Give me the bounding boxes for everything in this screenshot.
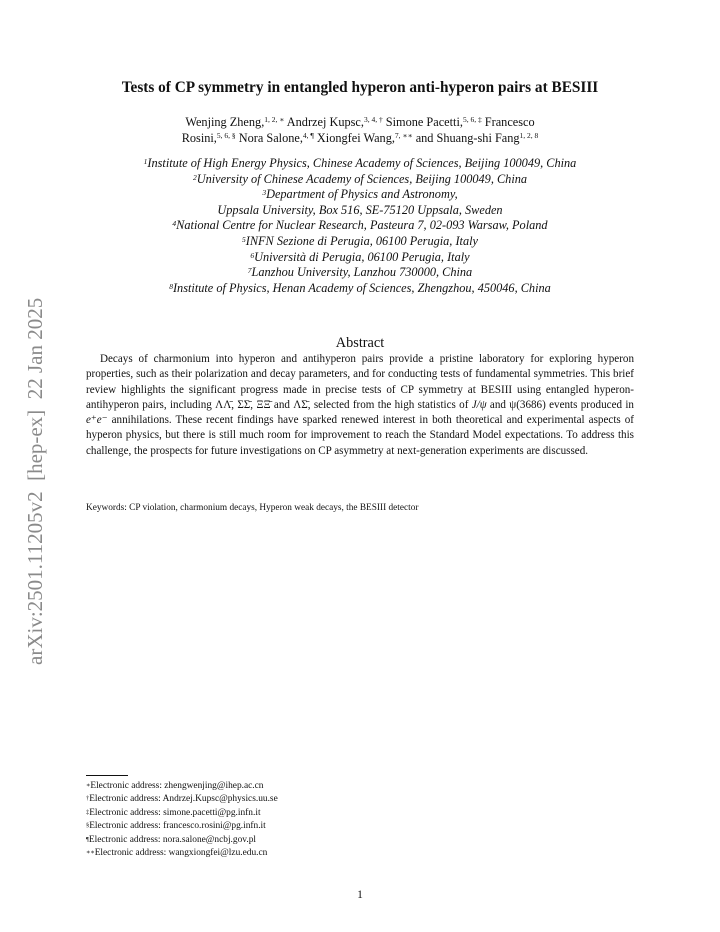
affiliation-mark: 5	[242, 234, 246, 244]
affiliation-mark: 3	[262, 188, 267, 198]
affiliation-line	[0, 218, 720, 234]
author-name: Rosini,	[181, 131, 217, 145]
abstract-text: annihilations. These recent findings have sparked renewed interest in both theoretical and experimental aspects of hyperon physics, but there is still much room for improvement to reach the Standard Model expectations. To address this challenge, the prospects for future investigations on CP asymmetry at next-generation experiments are discussed.	[86, 414, 634, 457]
arxiv-identifier-stamp	[12, 250, 56, 670]
affiliation-text: Institute of High Energy Physics, Chinese Academy of Sciences, Beijing 100049, China	[147, 156, 577, 170]
affiliation-line	[0, 250, 720, 266]
affiliation-mark: 6	[250, 250, 255, 260]
arxiv-stamp-svg	[12, 250, 56, 670]
affiliation-line	[0, 156, 720, 172]
abstract-heading: Abstract	[335, 335, 385, 351]
footnote-text: Electronic address: Andrzej.Kupsc@physics.uu.se	[89, 794, 278, 805]
author-affiliation-mark: 5, 6, §	[216, 131, 236, 140]
affiliation-text: INFN Sezione di Perugia, 06100 Perugia, Italy	[245, 233, 478, 248]
affiliation-mark: 4	[172, 219, 177, 229]
keywords-line: Keywords: CP violation, charmonium decays, Hyperon weak decays, the BESIII detector	[86, 503, 419, 513]
affiliation-text: Uppsala University, Box 516, SE-75120 Uppsala, Sweden	[217, 202, 503, 217]
author-name: Andrzej Kupsc,	[284, 115, 364, 129]
author-name: Simone Pacetti,	[382, 115, 463, 129]
abstract-text: events produced in	[545, 398, 634, 411]
footnote-text: Electronic address: simone.pacetti@pg.infn.it	[89, 807, 261, 818]
jpsi-symbol: J/ψ	[471, 398, 487, 411]
author-affiliation-mark: 1, 2, 8	[519, 131, 539, 140]
footnote-text: Electronic address: wangxiongfei@lzu.edu.cn	[94, 848, 268, 859]
footnote	[86, 793, 634, 806]
footnote-mark: §	[86, 822, 90, 830]
footnote-mark: ∗∗	[86, 849, 95, 857]
affiliation-mark: 7	[247, 266, 252, 276]
footnote	[86, 780, 634, 793]
affiliation-line	[0, 265, 720, 281]
author-affiliation-mark: 5, 6, ‡	[462, 115, 482, 124]
affiliation-text: Department of Physics and Astronomy,	[266, 187, 458, 202]
affiliation-text: Institute of Physics, Henan Academy of Sciences, Zhengzhou, 450046, China	[172, 280, 551, 295]
footnote	[86, 807, 634, 820]
arxiv-id-text: arXiv:2501.11205v2 [hep-ex] 22 Jan 2025	[23, 297, 47, 665]
author-affiliation-mark: 3, 4, †	[363, 115, 383, 124]
footnote-list	[86, 780, 634, 860]
author-name: Francesco	[481, 115, 535, 129]
author-name: Xiongfei Wang,	[313, 131, 395, 145]
footnote	[86, 834, 634, 847]
electron-positron-symbol: e⁺e⁻	[86, 414, 108, 427]
psi3686-symbol: ψ(3686)	[509, 398, 546, 411]
footnote-text: Electronic address: zhengwenjing@ihep.ac.cn	[90, 781, 264, 791]
affiliation-text: University of Chinese Academy of Sciences, Beijing 100049, China	[196, 171, 528, 186]
hyperon-pairs: ΛΛ̄, ΣΣ̄, ΞΞ̄ and ΛΣ̄	[215, 398, 308, 411]
affiliation-line	[0, 187, 720, 203]
author-affiliation-mark: 7, ∗∗	[394, 131, 413, 140]
author-affiliation-mark: 1, 2, ∗	[264, 115, 285, 124]
footnote-mark: ‡	[86, 808, 90, 816]
affiliation-mark: 1	[143, 157, 148, 166]
author-list	[0, 114, 720, 146]
footnote-mark: ∗	[86, 782, 91, 789]
abstract-text: and	[486, 398, 510, 411]
affiliation-line	[0, 234, 720, 250]
author-name: Wenjing Zheng,	[185, 115, 265, 129]
footnote	[86, 847, 634, 860]
affiliation-line	[0, 203, 720, 219]
footnote-text: Electronic address: francesco.rosini@pg.infn.it	[89, 821, 266, 832]
footnote-rule	[86, 775, 128, 776]
affiliation-line	[0, 281, 720, 297]
affiliation-text: National Centre for Nuclear Research, Pasteura 7, 02-093 Warsaw, Poland	[176, 218, 548, 233]
author-name: and Shuang-shi Fang	[412, 131, 520, 145]
page-number: 1	[357, 889, 363, 901]
affiliation-list	[0, 156, 720, 296]
affiliation-mark: 8	[169, 281, 173, 291]
footnote-text: Electronic address: nora.salone@ncbj.gov.pl	[88, 834, 256, 845]
affiliation-text: Università di Perugia, 06100 Perugia, Italy	[254, 249, 470, 264]
footnote	[86, 820, 634, 833]
author-name: Nora Salone,	[235, 131, 303, 145]
abstract-body	[86, 352, 634, 459]
footnote-mark: ¶	[86, 835, 89, 843]
affiliation-text: Lanzhou University, Lanzhou 730000, China	[251, 265, 473, 280]
affiliation-line	[0, 172, 720, 188]
abstract-text: , selected from the high statistics of	[307, 398, 472, 411]
paper-title: Tests of CP symmetry in entangled hyperon anti-hyperon pairs at BESIII	[121, 79, 599, 96]
footnote-mark: †	[86, 795, 90, 803]
abstract-text: Decays of charmonium into hyperon and antihyperon pairs provide a pristine laboratory for exploring hyperon properties, such as their polarization and decay parameters, and for conducting tests of fundamental symmetries. This brief review highlights the significant progress made in precise tests of CP symmetry at BESIII using entangled hyperon-antihyperon pairs, including	[86, 353, 634, 411]
author-affiliation-mark: 4, ¶	[302, 131, 314, 140]
affiliation-mark: 2	[192, 172, 197, 182]
